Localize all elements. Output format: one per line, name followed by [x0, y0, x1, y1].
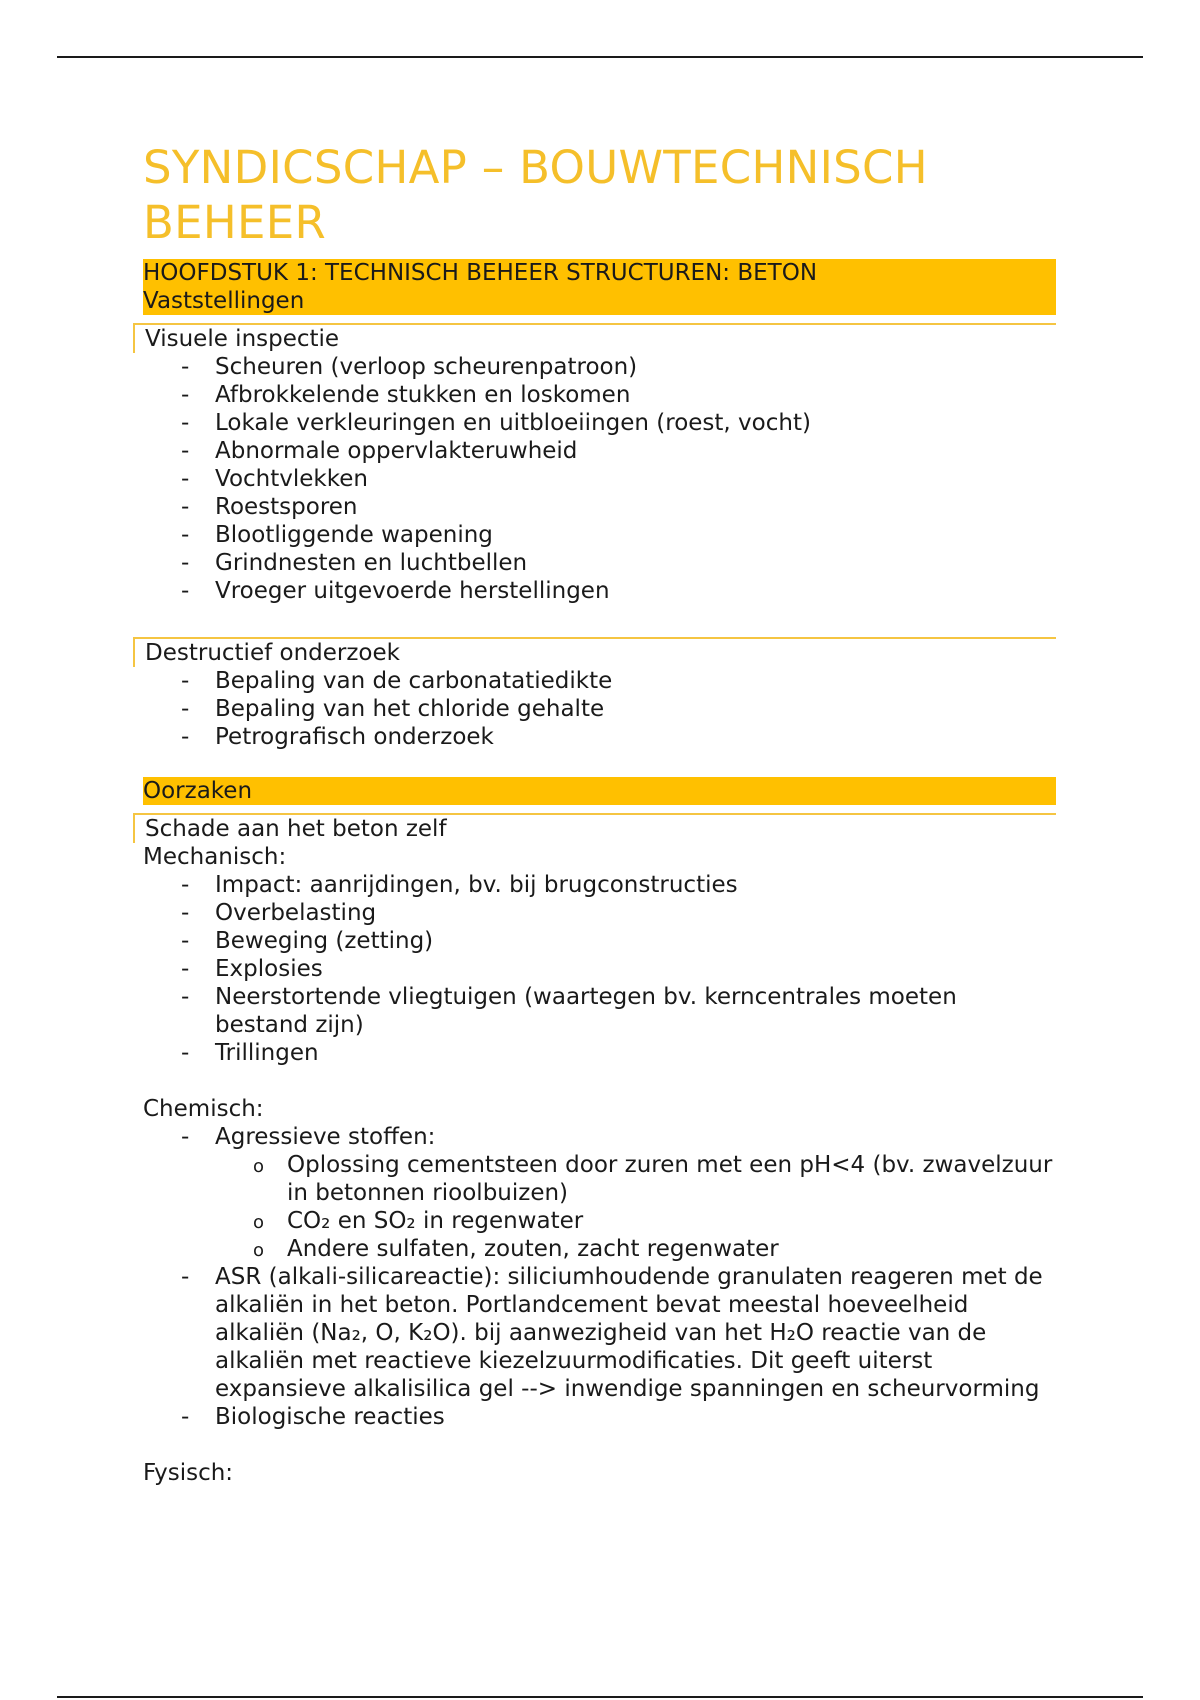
spacer [143, 1431, 1056, 1459]
bottom-rule [57, 1696, 1143, 1698]
list-item: - Impact: aanrijdingen, bv. bij brugconstructies [143, 871, 1056, 899]
list-item: - Grindnesten en luchtbellen [143, 549, 1056, 577]
document-title: SYNDICSCHAP – BOUWTECHNISCH BEHEER [143, 141, 928, 249]
document-body [143, 140, 1056, 1487]
mechanisch-label: Mechanisch: [143, 844, 287, 870]
top-rule [57, 56, 1143, 58]
list-item: - Abnormale oppervlakteruwheid [143, 437, 1056, 465]
list-item: - Overbelasting [143, 899, 1056, 927]
chemisch-label: Chemisch: [143, 1096, 264, 1122]
list-item: - Blootliggende wapening [143, 521, 1056, 549]
list-item: - Lokale verkleuringen en uitbloeiingen (roest, vocht) [143, 409, 1056, 437]
fysisch-label: Fysisch: [143, 1460, 234, 1486]
list-item: - Scheuren (verloop scheurenpatroon) [143, 353, 1056, 381]
list-item: - Beweging (zetting) [143, 927, 1056, 955]
subheading-schade: Schade aan het beton zelf [133, 813, 1056, 843]
spacer [143, 1067, 1056, 1095]
destructief-onderzoek-list [143, 667, 1056, 751]
visuele-inspectie-list [143, 353, 1056, 605]
sublist-item: o Andere sulfaten, zouten, zacht regenwater [215, 1235, 1056, 1263]
mechanisch-list [143, 871, 1056, 1067]
list-item-agressieve-stoffen [143, 1123, 1056, 1263]
list-item: - Vochtvlekken [143, 465, 1056, 493]
sublist-item: o Oplossing cementsteen door zuren met een pH<4 (bv. zwavelzuur in betonnen rioolbuizen) [215, 1151, 1056, 1207]
section-heading-vaststellingen: Vaststellingen [143, 288, 305, 314]
list-item: - Bepaling van de carbonatatiedikte [143, 667, 1056, 695]
chapter-heading-bar [143, 259, 1056, 315]
list-item: - Bepaling van het chloride gehalte [143, 695, 1056, 723]
agressieve-sublist [215, 1151, 1056, 1263]
chemisch-list [143, 1123, 1056, 1431]
section-heading-oorzaken: Oorzaken [143, 777, 1056, 805]
list-item-asr: - ASR (alkali-silicareactie): siliciumhoudende granulaten reageren met de alkaliën in het beton. Portlandcement bevat meestal hoeveelheid alkaliën (Na₂, O, K₂O). bij aanwezigheid van het H₂O reactie van de alkaliën met reactieve kiezelzuurmodificaties. Dit geeft uiterst expansieve alkalisilica gel --> inwendige spanningen en scheurvorming [143, 1263, 1056, 1403]
list-item: - Trillingen [143, 1039, 1056, 1067]
list-item: - Petrografisch onderzoek [143, 723, 1056, 751]
list-item: - Afbrokkelende stukken en loskomen [143, 381, 1056, 409]
list-item-biologische: - Biologische reacties [143, 1403, 1056, 1431]
agressieve-label: Agressieve stoffen: [215, 1124, 436, 1150]
list-item: - Explosies [143, 955, 1056, 983]
sublist-item: o CO₂ en SO₂ in regenwater [215, 1207, 1056, 1235]
list-item: - Neerstortende vliegtuigen (waartegen bv. kerncentrales moeten bestand zijn) [143, 983, 1056, 1039]
chapter-heading: HOOFDSTUK 1: TECHNISCH BEHEER STRUCTUREN: BETON [143, 260, 818, 286]
list-item: - Roestsporen [143, 493, 1056, 521]
subheading-destructief-onderzoek: Destructief onderzoek [133, 637, 1056, 667]
subheading-visuele-inspectie: Visuele inspectie [133, 323, 1056, 353]
list-item: - Vroeger uitgevoerde herstellingen [143, 577, 1056, 605]
